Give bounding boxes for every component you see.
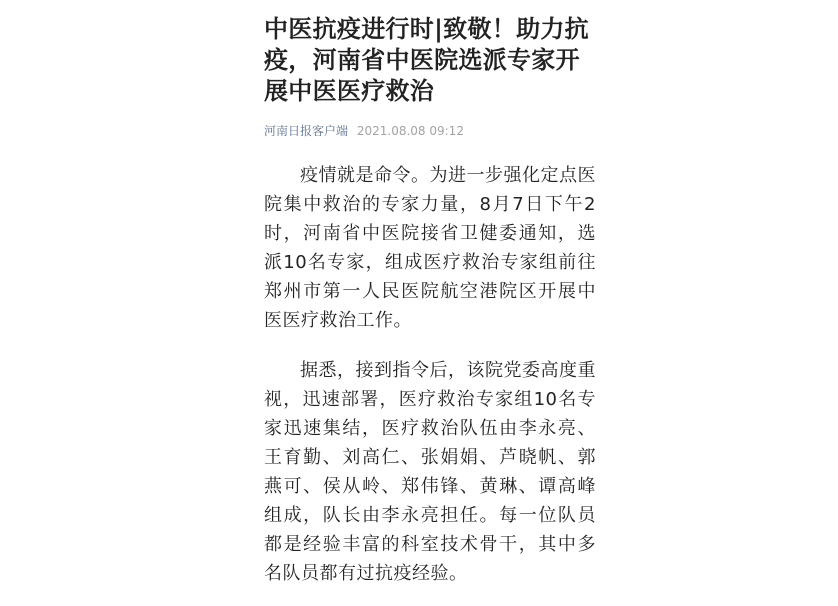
article-paragraph: 疫情就是命令。为进一步强化定点医院集中救治的专家力量，8月7日下午2时，河南省中医院接省卫健委通知，选派10名专家，组成医疗救治专家组前往郑州市第一人民医院航空港院区开展中医医疗救治工作。 [264, 165, 596, 331]
article-meta [264, 123, 604, 139]
article [264, 14, 604, 606]
article-datetime: 2021.08.08 09:12 [356, 124, 464, 138]
article-paragraph: 据悉，接到指令后，该院党委高度重视，迅速部署，医疗救治专家组10名专家迅速集结，医疗救治队伍由李永亮、王育勤、刘高仁、张娟娟、芦晓帆、郭燕可、侯从岭、郑伟锋、黄琳、谭高峰组成，队长由李永亮担任。每一位队员都是经验丰富的科室技术骨干，其中多名队员都有过抗疫经验。 [264, 360, 596, 584]
article-source[interactable]: 河南日报客户端 [264, 124, 349, 138]
article-title: 中医抗疫进行时|致敬！助力抗疫，河南省中医院选派专家开展中医医疗救治 [264, 15, 589, 105]
article-body [264, 161, 604, 588]
